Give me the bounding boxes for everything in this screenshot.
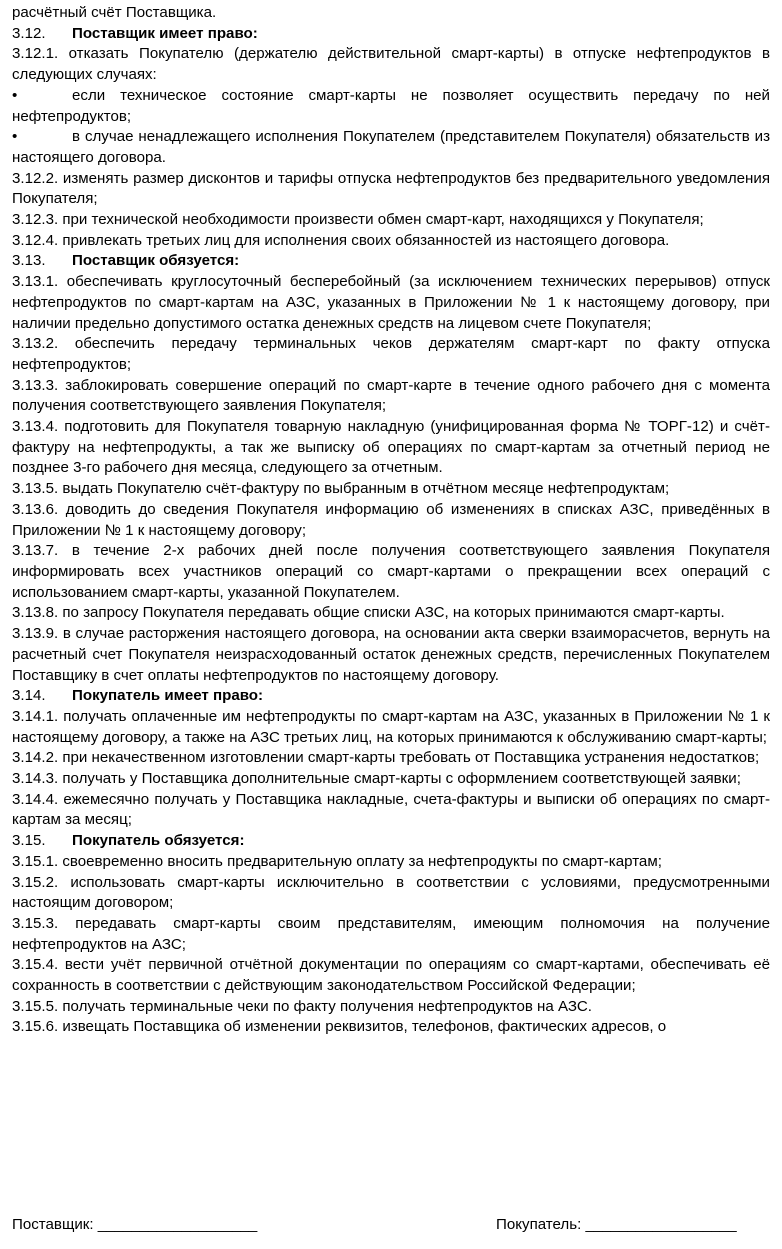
clause-paragraph: 3.13.6. доводить до сведения Покупателя информацию об изменениях в списках АЗС, приведённых в Приложении № 1 к настоящему договору; <box>12 500 770 539</box>
section-heading <box>12 686 770 707</box>
section-title: Покупатель обязуется: <box>72 832 245 850</box>
clause-paragraph: расчётный счёт Поставщика. <box>12 4 217 21</box>
section-heading <box>12 24 770 45</box>
bullet-text: если техническое состояние смарт-карты не позволяет осуществить передачу по ней нефтепродуктов; <box>12 86 770 125</box>
section-number: 3.15. <box>12 832 46 850</box>
bullet-item <box>12 86 770 127</box>
clause-paragraph: 3.12.3. при технической необходимости произвести обмен смарт-карт, находящихся у Покупателя; <box>12 211 704 229</box>
clause-paragraph: 3.13.2. обеспечить передачу терминальных чеков держателям смарт-карт по факту отпуска нефтепродуктов; <box>12 335 770 373</box>
bullet-marker: • <box>12 128 18 146</box>
section-title: Покупатель имеет право: <box>72 687 264 705</box>
section-heading <box>12 251 770 272</box>
clause-paragraph: 3.15.5. получать терминальные чеки по факту получения нефтепродуктов на АЗС. <box>12 997 592 1015</box>
bullet-marker: • <box>12 86 18 104</box>
bullet-item <box>12 127 770 168</box>
bullet-text: в случае ненадлежащего исполнения Покупателем (представителем Покупателя) обязательств из настоящего договора. <box>12 128 770 166</box>
clause-paragraph: 3.12.1. отказать Покупателю (держателю действительной смарт-карты) в отпуске нефтепродуктов в следующих случаях: <box>12 45 770 84</box>
clause-paragraph: 3.13.7. в течение 2-х рабочих дней после получения соответствующего заявления Покупателя информировать всех участников операций со смарт-картами о прекращении всех операций с использованием смарт-карты, указанной Покупателем. <box>12 542 770 601</box>
clause-paragraph: 3.15.3. передавать смарт-карты своим представителям, имеющим полномочия на получение нефтепродуктов на АЗС; <box>12 914 770 953</box>
section-number: 3.12. <box>12 24 46 42</box>
section-title: Поставщик имеет право: <box>72 24 258 42</box>
section-title: Поставщик обязуется: <box>72 252 240 270</box>
supplier-signature-line: Поставщик: ___________________ <box>12 1216 258 1233</box>
buyer-signature-line: Покупатель: __________________ <box>496 1216 737 1233</box>
clause-paragraph: 3.15.2. использовать смарт-карты исключительно в соответствии с условиями, предусмотренными настоящим договором; <box>12 873 770 912</box>
clause-paragraph: 3.13.8. по запросу Покупателя передавать общие списки АЗС, на которых принимаются смарт-карты. <box>12 604 725 622</box>
clause-paragraph: 3.13.5. выдать Покупателю счёт-фактуру по выбранным в отчётном месяце нефтепродуктам; <box>12 480 670 498</box>
document-body <box>12 3 770 1038</box>
section-number: 3.14. <box>12 687 46 705</box>
clause-paragraph: 3.15.6. извещать Поставщика об изменении реквизитов, телефонов, фактических адресов, о <box>12 1018 667 1036</box>
clause-paragraph: 3.14.2. при некачественном изготовлении смарт-карты требовать от Поставщика устранения недостатков; <box>12 749 760 767</box>
clause-paragraph: 3.14.4. ежемесячно получать у Поставщика накладные, счета-фактуры и выписки об операциях по смарт-картам за месяц; <box>12 790 770 829</box>
clause-paragraph: 3.13.4. подготовить для Покупателя товарную накладную (унифицированная форма № ТОРГ-12) и счёт-фактуру на нефтепродукты, а так же выписку об операциях по смарт-картам за отчетный период не позднее 3-го рабочего дня месяца, следующего за отчетным. <box>12 418 770 477</box>
clause-paragraph: 3.13.1. обеспечивать круглосуточный бесперебойный (за исключением технических перерывов) отпуск нефтепродуктов по смарт-картам на АЗС, указанных в Приложении № 1 к настоящему договору, при наличии предельно допустимого остатка денежных средств на лицевом счете Покупателя; <box>12 273 770 332</box>
clause-paragraph: 3.15.4. вести учёт первичной отчётной документации по операциям со смарт-картами, обеспечивать её сохранность в соответствии с действующим законодательством Российской Федерации; <box>12 956 770 995</box>
clause-paragraph: 3.13.3. заблокировать совершение операций по смарт-карте в течение одного рабочего дня с момента получения соответствующего заявления Покупателя; <box>12 376 770 415</box>
clause-paragraph: 3.13.9. в случае расторжения настоящего договора, на основании акта сверки взаиморасчетов, вернуть на расчетный счет Покупателя неизрасходованный остаток денежных средств, перечисленных Покупателем Поставщику в счет оплаты нефтепродуктов по настоящему договору. <box>12 625 770 684</box>
clause-paragraph: 3.14.3. получать у Поставщика дополнительные смарт-карты с оформлением соответствующей заявки; <box>12 770 741 788</box>
clause-paragraph: 3.15.1. своевременно вносить предварительную оплату за нефтепродукты по смарт-картам; <box>12 852 662 870</box>
section-heading <box>12 831 770 852</box>
clause-paragraph: 3.12.4. привлекать третьих лиц для исполнения своих обязанностей из настоящего договора. <box>12 231 670 249</box>
clause-paragraph: 3.12.2. изменять размер дисконтов и тарифы отпуска нефтепродуктов без предварительного уведомления Покупателя; <box>12 169 770 208</box>
section-number: 3.13. <box>12 252 46 270</box>
clause-paragraph: 3.14.1. получать оплаченные им нефтепродукты по смарт-картам на АЗС, указанных в Приложении № 1 к настоящему договору, а также на АЗС третьих лиц, на которых принимаются к обслуживанию смарт-карты; <box>12 707 770 746</box>
